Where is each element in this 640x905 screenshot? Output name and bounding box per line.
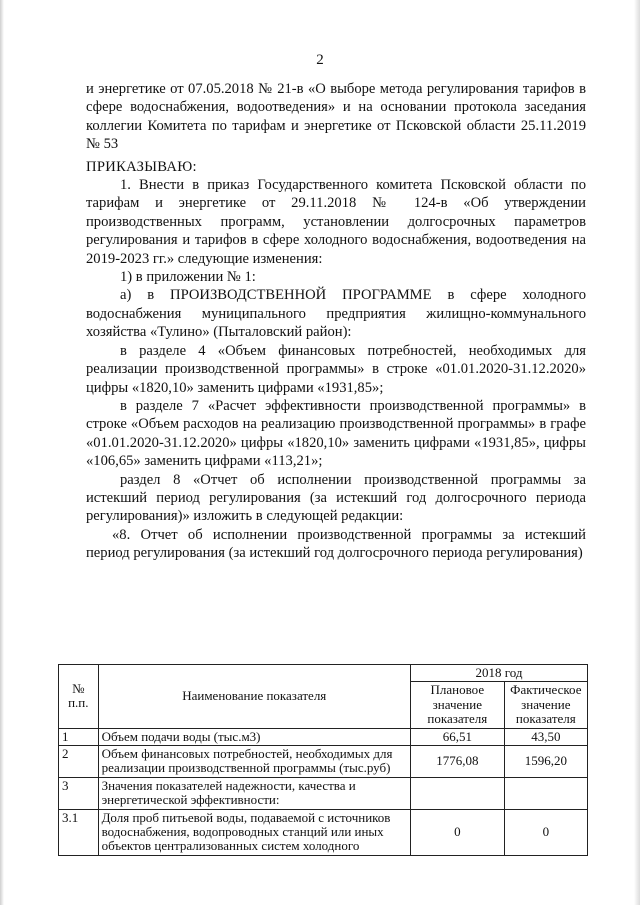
cell-planned: 1776,08 xyxy=(410,746,504,778)
paragraph-item-1: 1. Внести в приказ Государственного комитета Псковской области по тарифам и энергетике от 29.11.2018 № 124-в «Об утверждении производственных программ, установлении долгосрочных параметров регулирования и тарифов в сфере холодного водоснабжения, водоотведения на 2019-2023 гг.» следующие изменения: xyxy=(86,177,586,267)
paragraph-intro: и энергетике от 07.05.2018 № 21-в «О выборе метода регулирования тарифов в сфере водоснабжения, водоотведения» и на основании протокола заседания коллегии Комитета по тарифам и энергетике от Псковской области 25.11.2019 № 53 xyxy=(86,81,586,153)
cell-planned xyxy=(410,777,504,809)
page-number: 2 xyxy=(316,52,324,68)
cell-name: Доля проб питьевой воды, подаваемой с источников водоснабжения, водопроводных станций или иных объектов централизованных систем холодного xyxy=(98,809,410,855)
scan-edge-right xyxy=(634,0,640,905)
report-table xyxy=(58,664,588,856)
cell-num: 3.1 xyxy=(59,809,99,855)
table-row xyxy=(59,728,588,745)
cell-actual xyxy=(504,777,587,809)
header-num: № п.п. xyxy=(59,665,99,729)
table-row xyxy=(59,777,588,809)
cell-name: Значения показателей надежности, качества и энергетической эффективности: xyxy=(98,777,410,809)
table-header-row xyxy=(59,665,588,682)
table-row xyxy=(59,746,588,778)
table-row xyxy=(59,809,588,855)
cell-actual: 1596,20 xyxy=(504,746,587,778)
document-body xyxy=(86,80,586,563)
paragraph-subitem-a: а) в ПРОИЗВОДСТВЕННОЙ ПРОГРАММЕ в сфере холодного водоснабжения муниципального предприятия жилищно-коммунального хозяйства «Тулино» (Пыталовский район): xyxy=(86,287,586,341)
paragraph-section-7: в разделе 7 «Расчет эффективности производственной программы» в строке «Объем расходов на реализацию производственной программы» в графе «01.01.2020-31.12.2020» цифры «1820,10» заменить цифрами «1931,85», цифры «106,65» заменить цифрами «113,21»; xyxy=(86,397,586,470)
cell-name: Объем подачи воды (тыс.м3) xyxy=(98,728,410,745)
header-year: 2018 год xyxy=(410,665,587,682)
paragraph-section-4: в разделе 4 «Объем финансовых потребностей, необходимых для реализации производственной программы» в строке «01.01.2020-31.12.2020» цифры «1820,10» заменить цифрами «1931,85»; xyxy=(86,342,586,396)
header-planned: Плановое значение показателя xyxy=(410,682,504,728)
cell-num: 3 xyxy=(59,777,99,809)
report-table-wrapper xyxy=(58,664,588,856)
paragraph-section-8: раздел 8 «Отчет об исполнении производственной программы за истекший период регулирования (за истекший год долгосрочного периода регулирования)» изложить в следующей редакции: xyxy=(86,471,586,525)
cell-actual: 0 xyxy=(504,809,587,855)
order-heading: ПРИКАЗЫВАЮ: xyxy=(86,158,197,175)
scan-edge-left xyxy=(0,0,4,905)
cell-name: Объем финансовых потребностей, необходимых для реализации производственной программы (тыс.руб) xyxy=(98,746,410,778)
cell-planned: 66,51 xyxy=(410,728,504,745)
cell-num: 2 xyxy=(59,746,99,778)
header-name: Наименование показателя xyxy=(98,665,410,729)
cell-planned: 0 xyxy=(410,809,504,855)
header-actual: Фактическое значение показателя xyxy=(504,682,587,728)
cell-actual: 43,50 xyxy=(504,728,587,745)
paragraph-report-title: «8. Отчет об исполнении производственной программы за истекший период регулирования (за истекший год долгосрочного периода регулирования) xyxy=(86,526,586,562)
cell-num: 1 xyxy=(59,728,99,745)
paragraph-subitem-1: 1) в приложении № 1: xyxy=(120,269,256,286)
